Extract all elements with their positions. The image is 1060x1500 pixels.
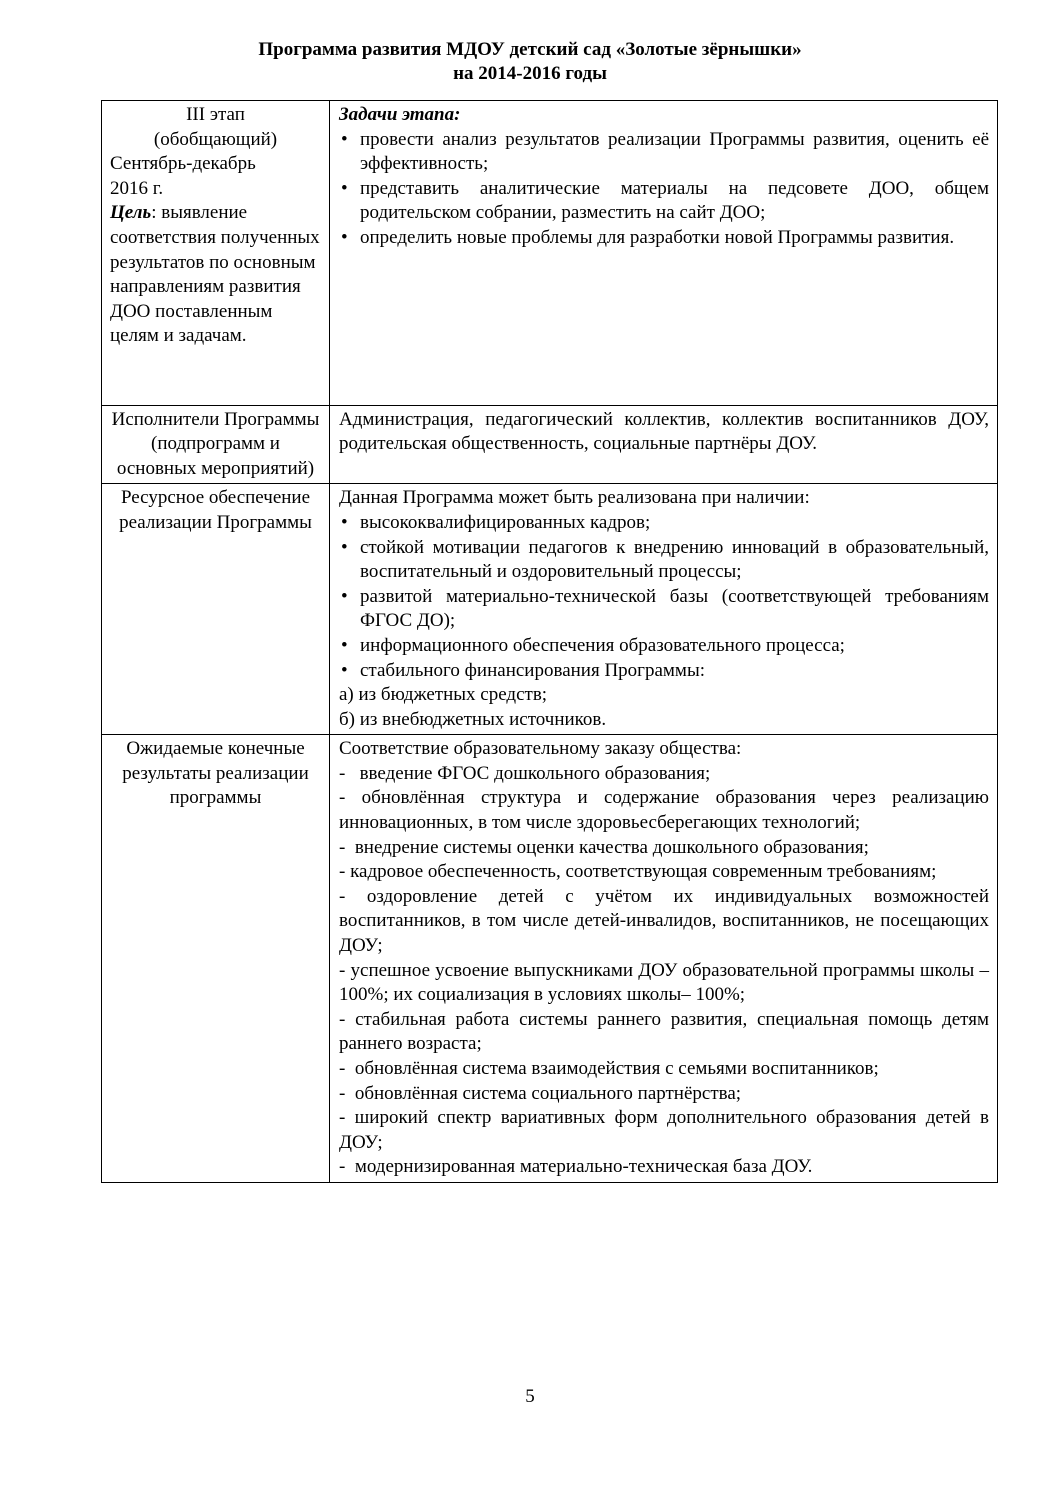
list-item: • стабильного финансирования Программы: bbox=[339, 659, 989, 684]
list-item: - успешное усвоение выпускниками ДОУ образовательной программы школы – 100%; их социализация в условиях школы– 100%; bbox=[339, 959, 989, 1006]
resources-list bbox=[339, 511, 989, 683]
table-row-stage3 bbox=[102, 101, 998, 406]
list-item: • информационного обеспечения образовательного процесса; bbox=[339, 634, 989, 659]
list-item: • провести анализ результатов реализации Программы развития, оценить её эффективность; bbox=[339, 128, 989, 177]
program-table bbox=[101, 100, 998, 1183]
title-line-2: на 2014-2016 годы bbox=[453, 63, 607, 84]
stage-type: (обобщающий) bbox=[153, 128, 278, 150]
stage-period: Сентябрь-декабрь bbox=[110, 153, 256, 175]
list-item: - внедрение системы оценки качества дошкольного образования; bbox=[339, 836, 869, 858]
list-item: - кадровое обеспеченность, соответствующая современным требованиям; bbox=[339, 861, 937, 883]
stage-cell bbox=[102, 101, 330, 406]
stage-name: III этап bbox=[186, 104, 245, 125]
list-item: • определить новые проблемы для разработки новой Программы развития. bbox=[339, 226, 989, 251]
stage-year: 2016 г. bbox=[110, 177, 164, 199]
source-extrabudget: б) из внебюджетных источников. bbox=[339, 708, 607, 730]
list-item: • представить аналитические материалы на педсовете ДОО, общем родительском собрании, разместить на сайт ДОО; bbox=[339, 177, 989, 226]
results-cell bbox=[330, 735, 998, 1183]
tasks-heading: Задачи этапа: bbox=[339, 104, 461, 125]
goal-text: : выявление соответствия полученных результатов по основным направлениям развития ДОО поставленным целям и задачам. bbox=[110, 202, 320, 347]
list-item: - обновлённая система социального партнёрства; bbox=[339, 1082, 742, 1104]
results-intro: Соответствие образовательному заказу общества: bbox=[339, 738, 742, 760]
results-label: Ожидаемые конечные результаты реализации программы bbox=[102, 735, 330, 1183]
stage-tasks-cell bbox=[330, 101, 998, 406]
document-title bbox=[0, 38, 1060, 86]
executors-label: Исполнители Программы (подпрограмм и основных мероприятий) bbox=[102, 405, 330, 484]
list-item: - оздоровление детей с учётом их индивидуальных возможностей воспитанников, в том числе детей-инвалидов, воспитанников, не посещающих ДОУ; bbox=[339, 885, 989, 957]
page-number: 5 bbox=[525, 1386, 535, 1407]
list-item: • развитой материально-технической базы (соответствующей требованиям ФГОС ДО); bbox=[339, 585, 989, 634]
table-row-resources bbox=[102, 484, 998, 735]
table-row-executors bbox=[102, 405, 998, 484]
title-line-1: Программа развития МДОУ детский сад «Золотые зёрнышки» bbox=[258, 39, 802, 60]
goal-label: Цель bbox=[110, 202, 152, 224]
source-budget: а) из бюджетных средств; bbox=[339, 684, 548, 706]
executors-text: Администрация, педагогический коллектив, коллектив воспитанников ДОУ, родительская общественность, социальные партнёры ДОУ. bbox=[330, 405, 998, 484]
resources-intro: Данная Программа может быть реализована при наличии: bbox=[339, 487, 810, 509]
resources-label: Ресурсное обеспечение реализации Программы bbox=[102, 484, 330, 735]
list-item: - модернизированная материально-техническая база ДОУ. bbox=[339, 1156, 813, 1178]
table-row-results bbox=[102, 735, 998, 1183]
stage-details bbox=[110, 152, 321, 349]
list-item: • стойкой мотивации педагогов к внедрению инноваций в образовательный, воспитательный и оздоровительный процессы; bbox=[339, 536, 989, 585]
resources-cell bbox=[330, 484, 998, 735]
list-item: - широкий спектр вариативных форм дополнительного образования детей в ДОУ; bbox=[339, 1107, 989, 1153]
list-item: - обновлённая структура и содержание образования через реализацию инновационных, в том числе здоровьесберегающих технологий; bbox=[339, 787, 989, 834]
list-item: - введение ФГОС дошкольного образования; bbox=[339, 762, 711, 784]
list-item: - стабильная работа системы раннего развития, специальная помощь детям раннего возраста; bbox=[339, 1008, 989, 1055]
tasks-list bbox=[339, 128, 989, 251]
list-item: • высококвалифицированных кадров; bbox=[339, 511, 989, 536]
list-item: - обновлённая система взаимодействия с семьями воспитанников; bbox=[339, 1058, 879, 1079]
